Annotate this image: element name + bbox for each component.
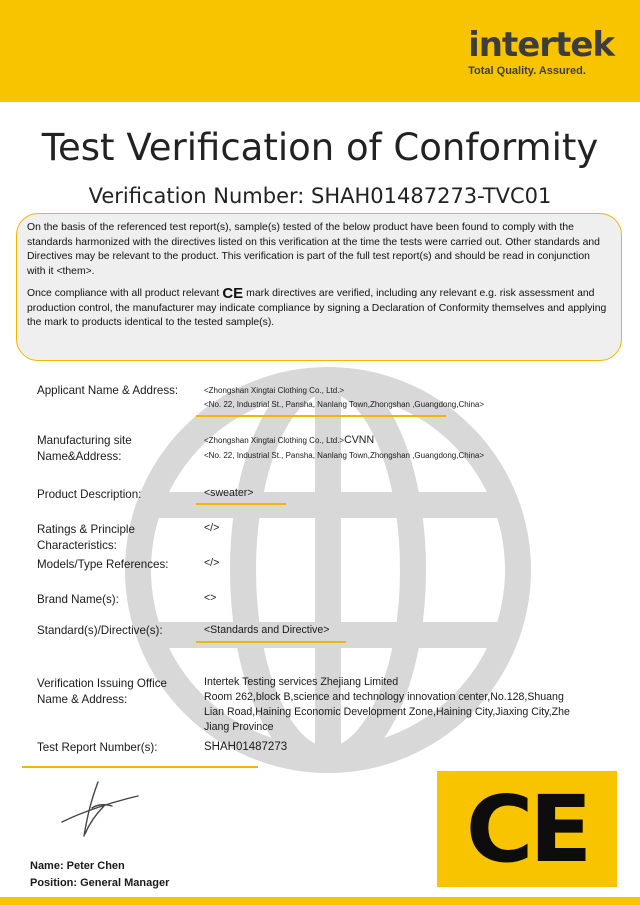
office-label-2: Name & Address: xyxy=(37,693,128,706)
ce-mark-block xyxy=(437,771,617,887)
manufacturing-name-row xyxy=(204,433,374,448)
ratings-label-1: Ratings & Principle xyxy=(37,523,135,536)
manufacturing-suffix: CVNN xyxy=(344,434,375,446)
brand-value: <> xyxy=(204,592,217,604)
standards-value: <Standards and Directive> xyxy=(204,624,330,636)
ratings-label-2: Characteristics: xyxy=(37,539,117,552)
product-value: <sweater> xyxy=(204,487,254,499)
office-address-line-2: Lian Road,Haining Economic Development Zone,Haining City,Jiaxing City,Zhe xyxy=(204,706,570,718)
divider-line xyxy=(196,641,346,643)
intro-box xyxy=(16,213,622,361)
signatory-position: Position: General Manager xyxy=(30,877,170,889)
office-label-1: Verification Issuing Office xyxy=(37,677,167,690)
signature-image xyxy=(52,776,144,842)
manufacturing-address: <No. 22, Industrial St., Pansha, Nanlang Town,Zhongshan ,Guangdong,China> xyxy=(204,451,485,460)
manufacturing-label-2: Name&Address: xyxy=(37,450,122,463)
report-value: SHAH01487273 xyxy=(204,741,288,753)
manufacturing-name: <Zhongshan Xingtai Clothing Co., Ltd.> xyxy=(204,436,345,445)
divider-line xyxy=(22,766,258,768)
ce-mark-inline: CE xyxy=(222,285,244,302)
ratings-value: </> xyxy=(204,522,220,534)
logo-wordmark: intertek xyxy=(468,25,614,65)
signatory-name: Name: Peter Chen xyxy=(30,860,125,872)
office-address-line-3: Jiang Province xyxy=(204,721,274,733)
intro-text-after: mark directives are verified, including any relevant e.g. risk assessment and production control, the manufacturer may indicate compliance by signing a Declaration of Conformity themselves and applying the mark to products identical to the tested sample(s). xyxy=(27,288,607,328)
office-address-line-1: Room 262,block B,science and technology innovation center,No.128,Shuang xyxy=(204,691,564,703)
report-label: Test Report Number(s): xyxy=(37,741,158,754)
intro-paragraph-1: On the basis of the referenced test report(s), sample(s) tested of the below product have been found to comply with the standards harmonized with the directives listed on this verification at the time the tests were carried out. Other standards and Directives may be relevant to the product. This verification is part of the full test report(s) and should be read in conjunction with it <them>. xyxy=(27,222,600,277)
product-label: Product Description: xyxy=(37,488,142,501)
applicant-label: Applicant Name & Address: xyxy=(37,384,179,397)
standards-label: Standard(s)/Directive(s): xyxy=(37,624,163,637)
brand-label: Brand Name(s): xyxy=(37,593,119,606)
intertek-logo xyxy=(468,25,614,77)
verification-number: Verification Number: SHAH01487273-TVC01 xyxy=(88,184,552,208)
applicant-name: <Zhongshan Xingtai Clothing Co., Ltd.> xyxy=(204,386,345,395)
models-value: </> xyxy=(204,557,220,569)
divider-line xyxy=(196,415,446,417)
footer-band xyxy=(0,897,640,905)
intro-paragraph-2 xyxy=(27,287,611,331)
logo-tagline: Total Quality. Assured. xyxy=(468,65,586,77)
office-name: Intertek Testing services Zhejiang Limited xyxy=(204,676,399,688)
page-title: Test Verification of Conformity xyxy=(41,126,599,169)
intro-text-before: Once compliance with all product relevant xyxy=(27,288,220,299)
divider-line xyxy=(196,503,286,505)
ce-mark-icon: CE xyxy=(465,775,589,883)
applicant-address: <No. 22, Industrial St., Pansha, Nanlang Town,Zhongshan ,Guangdong,China> xyxy=(204,400,485,409)
models-label: Models/Type References: xyxy=(37,558,169,571)
manufacturing-label-1: Manufacturing site xyxy=(37,434,132,447)
